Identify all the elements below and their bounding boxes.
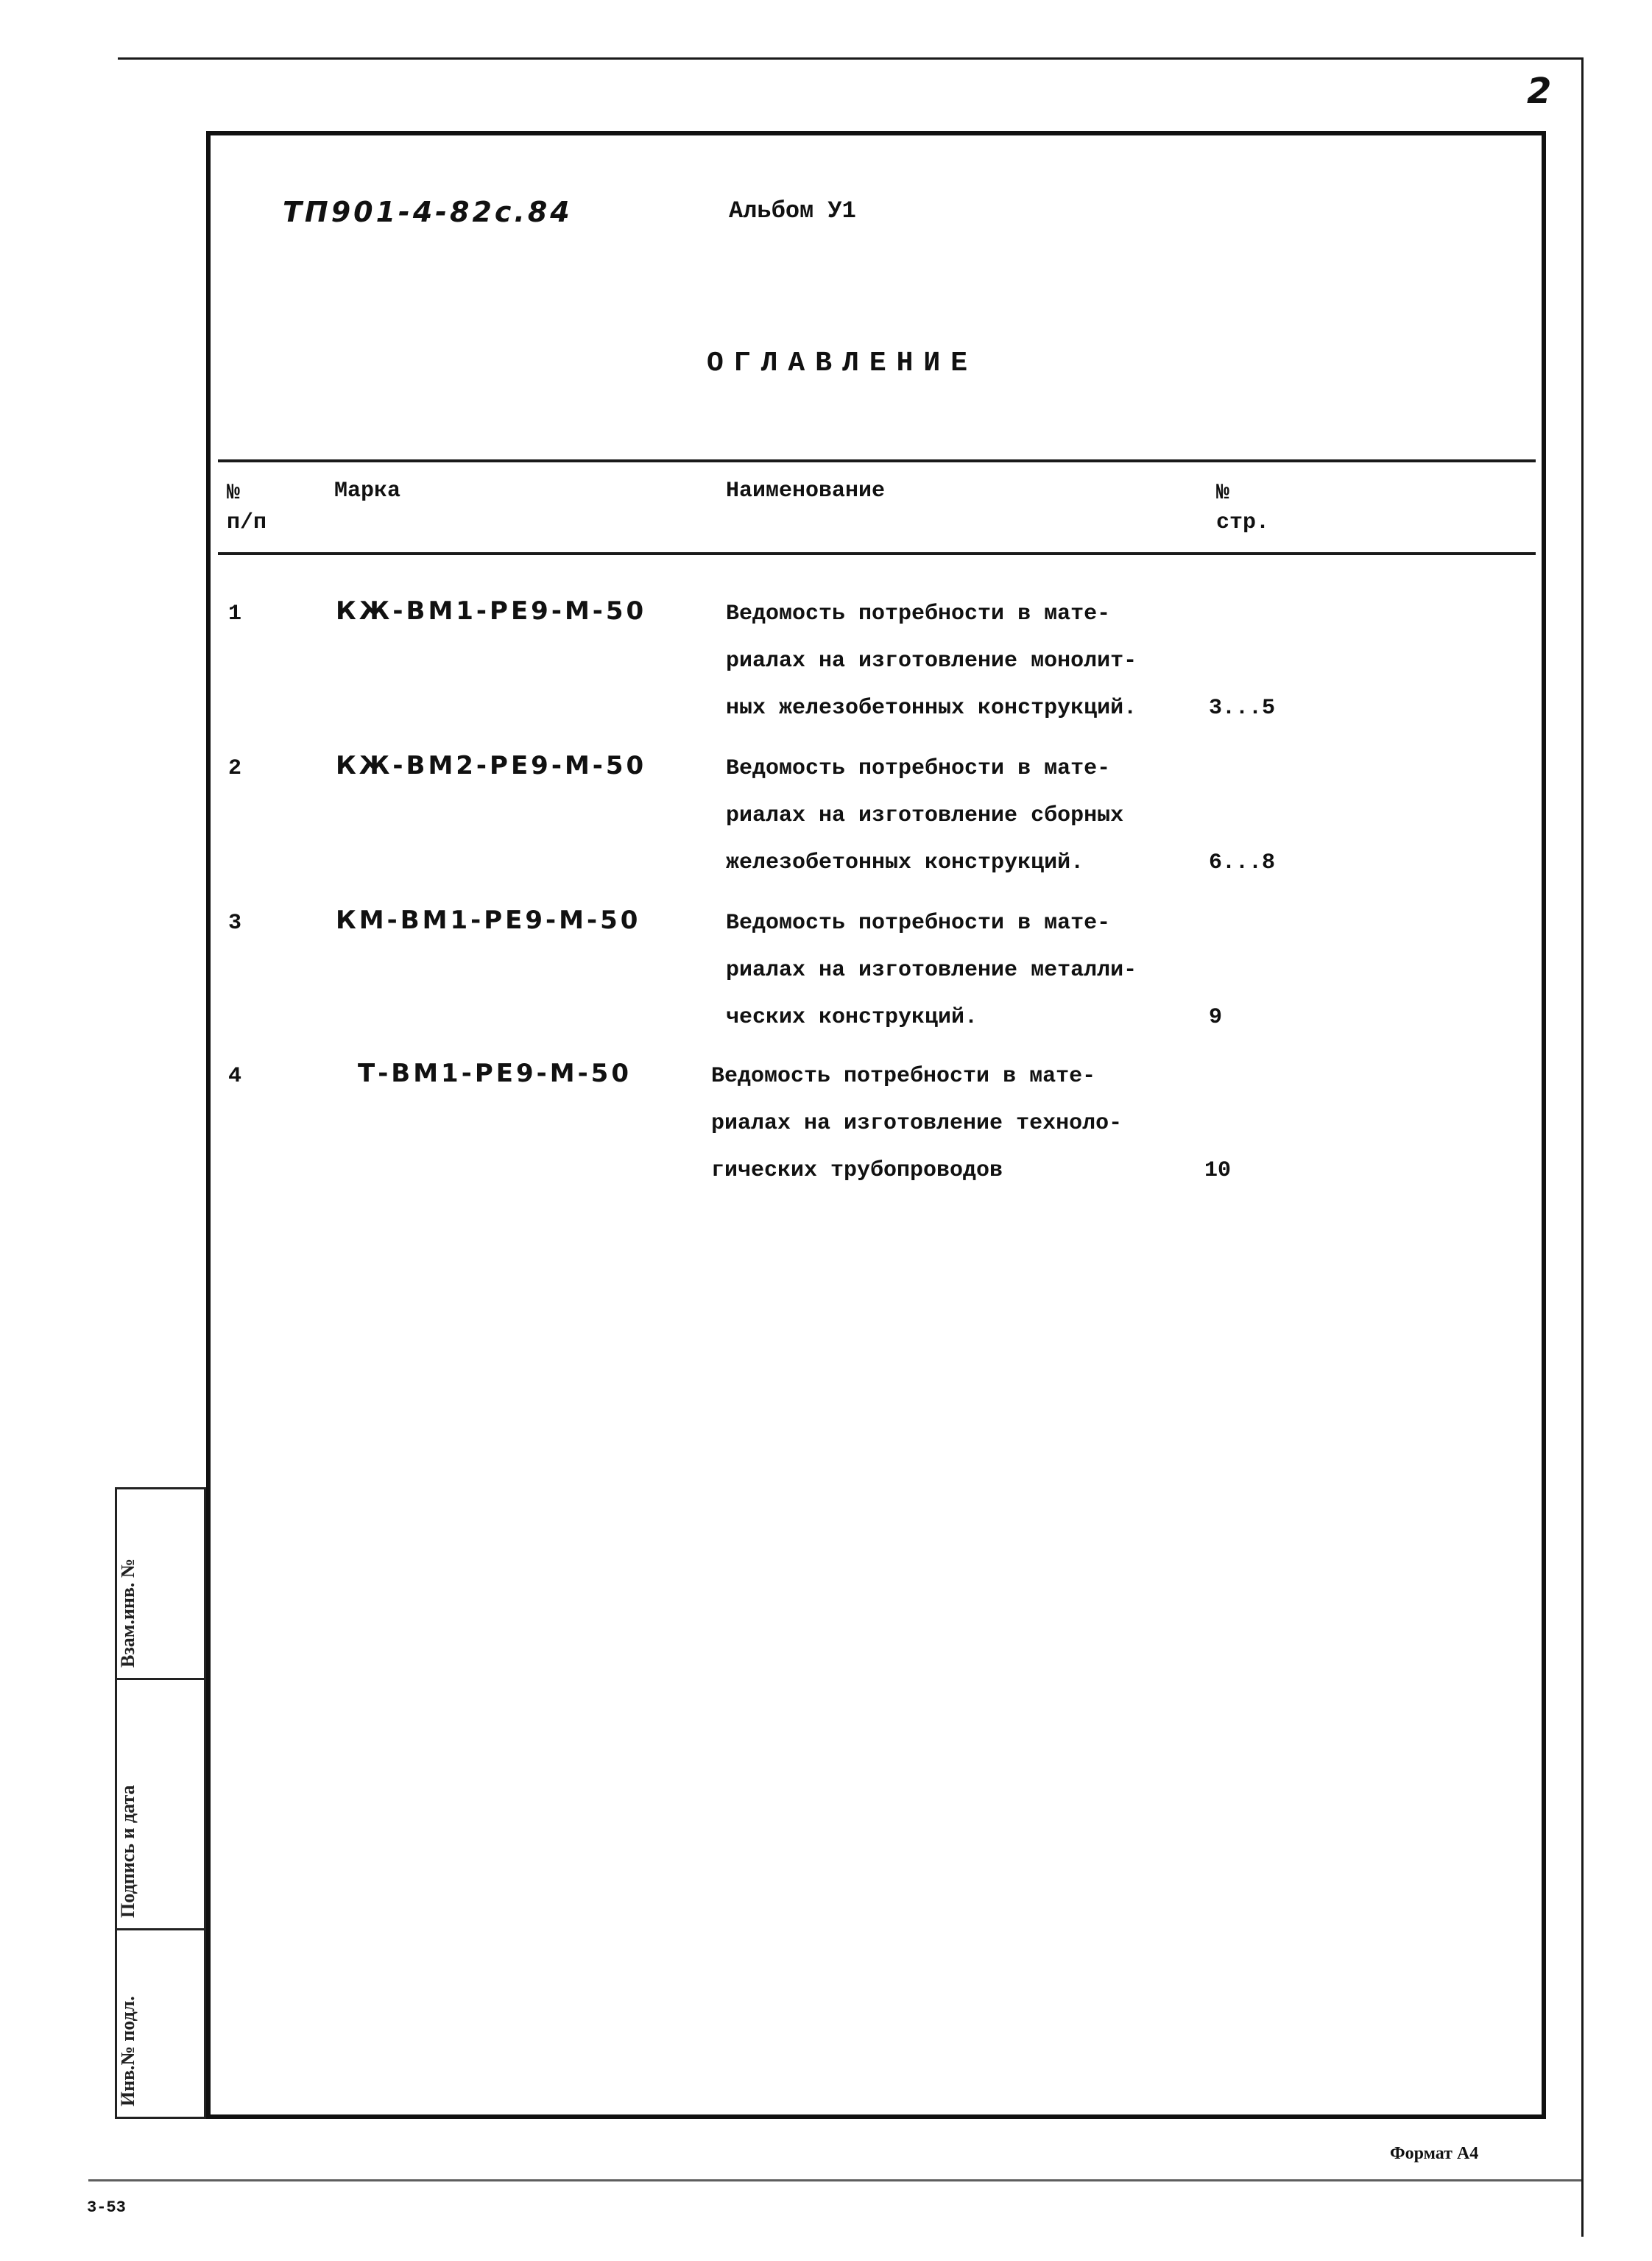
row-4-num: 4	[228, 1064, 242, 1089]
column-header-name: Наименование	[726, 479, 886, 504]
row-3-name	[726, 900, 1137, 1041]
stamp-signature-date-label: Подпись и дата	[117, 1785, 138, 1918]
row-1-name	[726, 590, 1137, 732]
album-label: Альбом У1	[729, 197, 856, 225]
row-3-num: 3	[228, 911, 242, 936]
row-2-mark: КЖ-ВМ2-РЕ9-М-50	[336, 751, 647, 780]
stamp-replaced-inventory-label: Взам.инв. №	[117, 1558, 138, 1668]
stamp-original-inventory	[115, 1930, 206, 2119]
row-3-name-line1: Ведомость потребности в мате-	[726, 911, 1111, 936]
row-2-page: 6...8	[1209, 850, 1276, 875]
row-4-name-line3: гических трубопроводов	[711, 1158, 1003, 1183]
document-title: ОГЛАВЛЕНИЕ	[707, 348, 978, 379]
row-1-name-line3: ных железобетонных конструкций.	[726, 696, 1137, 721]
format-label: Формат А4	[1390, 2144, 1479, 2163]
row-3-name-line3: ческих конструкций.	[726, 1005, 978, 1030]
row-1-name-line2: риалах на изготовление монолит-	[726, 649, 1137, 674]
sheet-bottom-edge	[88, 2179, 1583, 2181]
row-2-name-line2: риалах на изготовление сборных	[726, 803, 1124, 828]
sheet-code: 3-53	[87, 2198, 126, 2217]
row-4-name-line1: Ведомость потребности в мате-	[711, 1064, 1096, 1089]
sheet-right-edge	[1581, 57, 1584, 2237]
column-header-page-line2: стр.	[1216, 510, 1270, 535]
page-number: 2	[1527, 71, 1555, 112]
row-1-name-line1: Ведомость потребности в мате-	[726, 602, 1111, 627]
table-header-rule	[218, 552, 1536, 555]
column-header-mark: Марка	[334, 479, 401, 504]
row-3-mark: КМ-ВМ1-РЕ9-М-50	[336, 906, 641, 935]
row-4-mark: Т-ВМ1-РЕ9-М-50	[358, 1059, 632, 1088]
column-header-page-line1: №	[1216, 481, 1230, 506]
column-header-num-line1: №	[227, 481, 241, 506]
designation-code: ТП901-4-82с.84	[283, 196, 573, 228]
row-3-page: 9	[1209, 1005, 1223, 1030]
column-header-num	[227, 479, 266, 537]
stamp-signature-date	[115, 1680, 206, 1930]
row-2-name	[726, 745, 1123, 886]
sheet-top-edge	[118, 57, 1583, 60]
row-2-num: 2	[228, 756, 242, 781]
row-1-num: 1	[228, 602, 242, 627]
row-1-mark: КЖ-ВМ1-РЕ9-М-50	[336, 596, 647, 626]
stamp-original-inventory-label: Инв.№ подл.	[117, 1996, 138, 2106]
table-top-rule	[218, 459, 1536, 462]
row-1-page: 3...5	[1209, 696, 1276, 721]
row-4-page: 10	[1204, 1158, 1232, 1183]
row-4-name	[711, 1053, 1122, 1194]
column-header-page	[1216, 479, 1269, 537]
row-4-name-line2: риалах на изготовление техноло-	[711, 1111, 1123, 1136]
column-header-num-line2: п/п	[227, 510, 267, 535]
row-2-name-line1: Ведомость потребности в мате-	[726, 756, 1111, 781]
stamp-replaced-inventory	[115, 1487, 206, 1680]
row-2-name-line3: железобетонных конструкций.	[726, 850, 1084, 875]
row-3-name-line2: риалах на изготовление металли-	[726, 958, 1137, 983]
